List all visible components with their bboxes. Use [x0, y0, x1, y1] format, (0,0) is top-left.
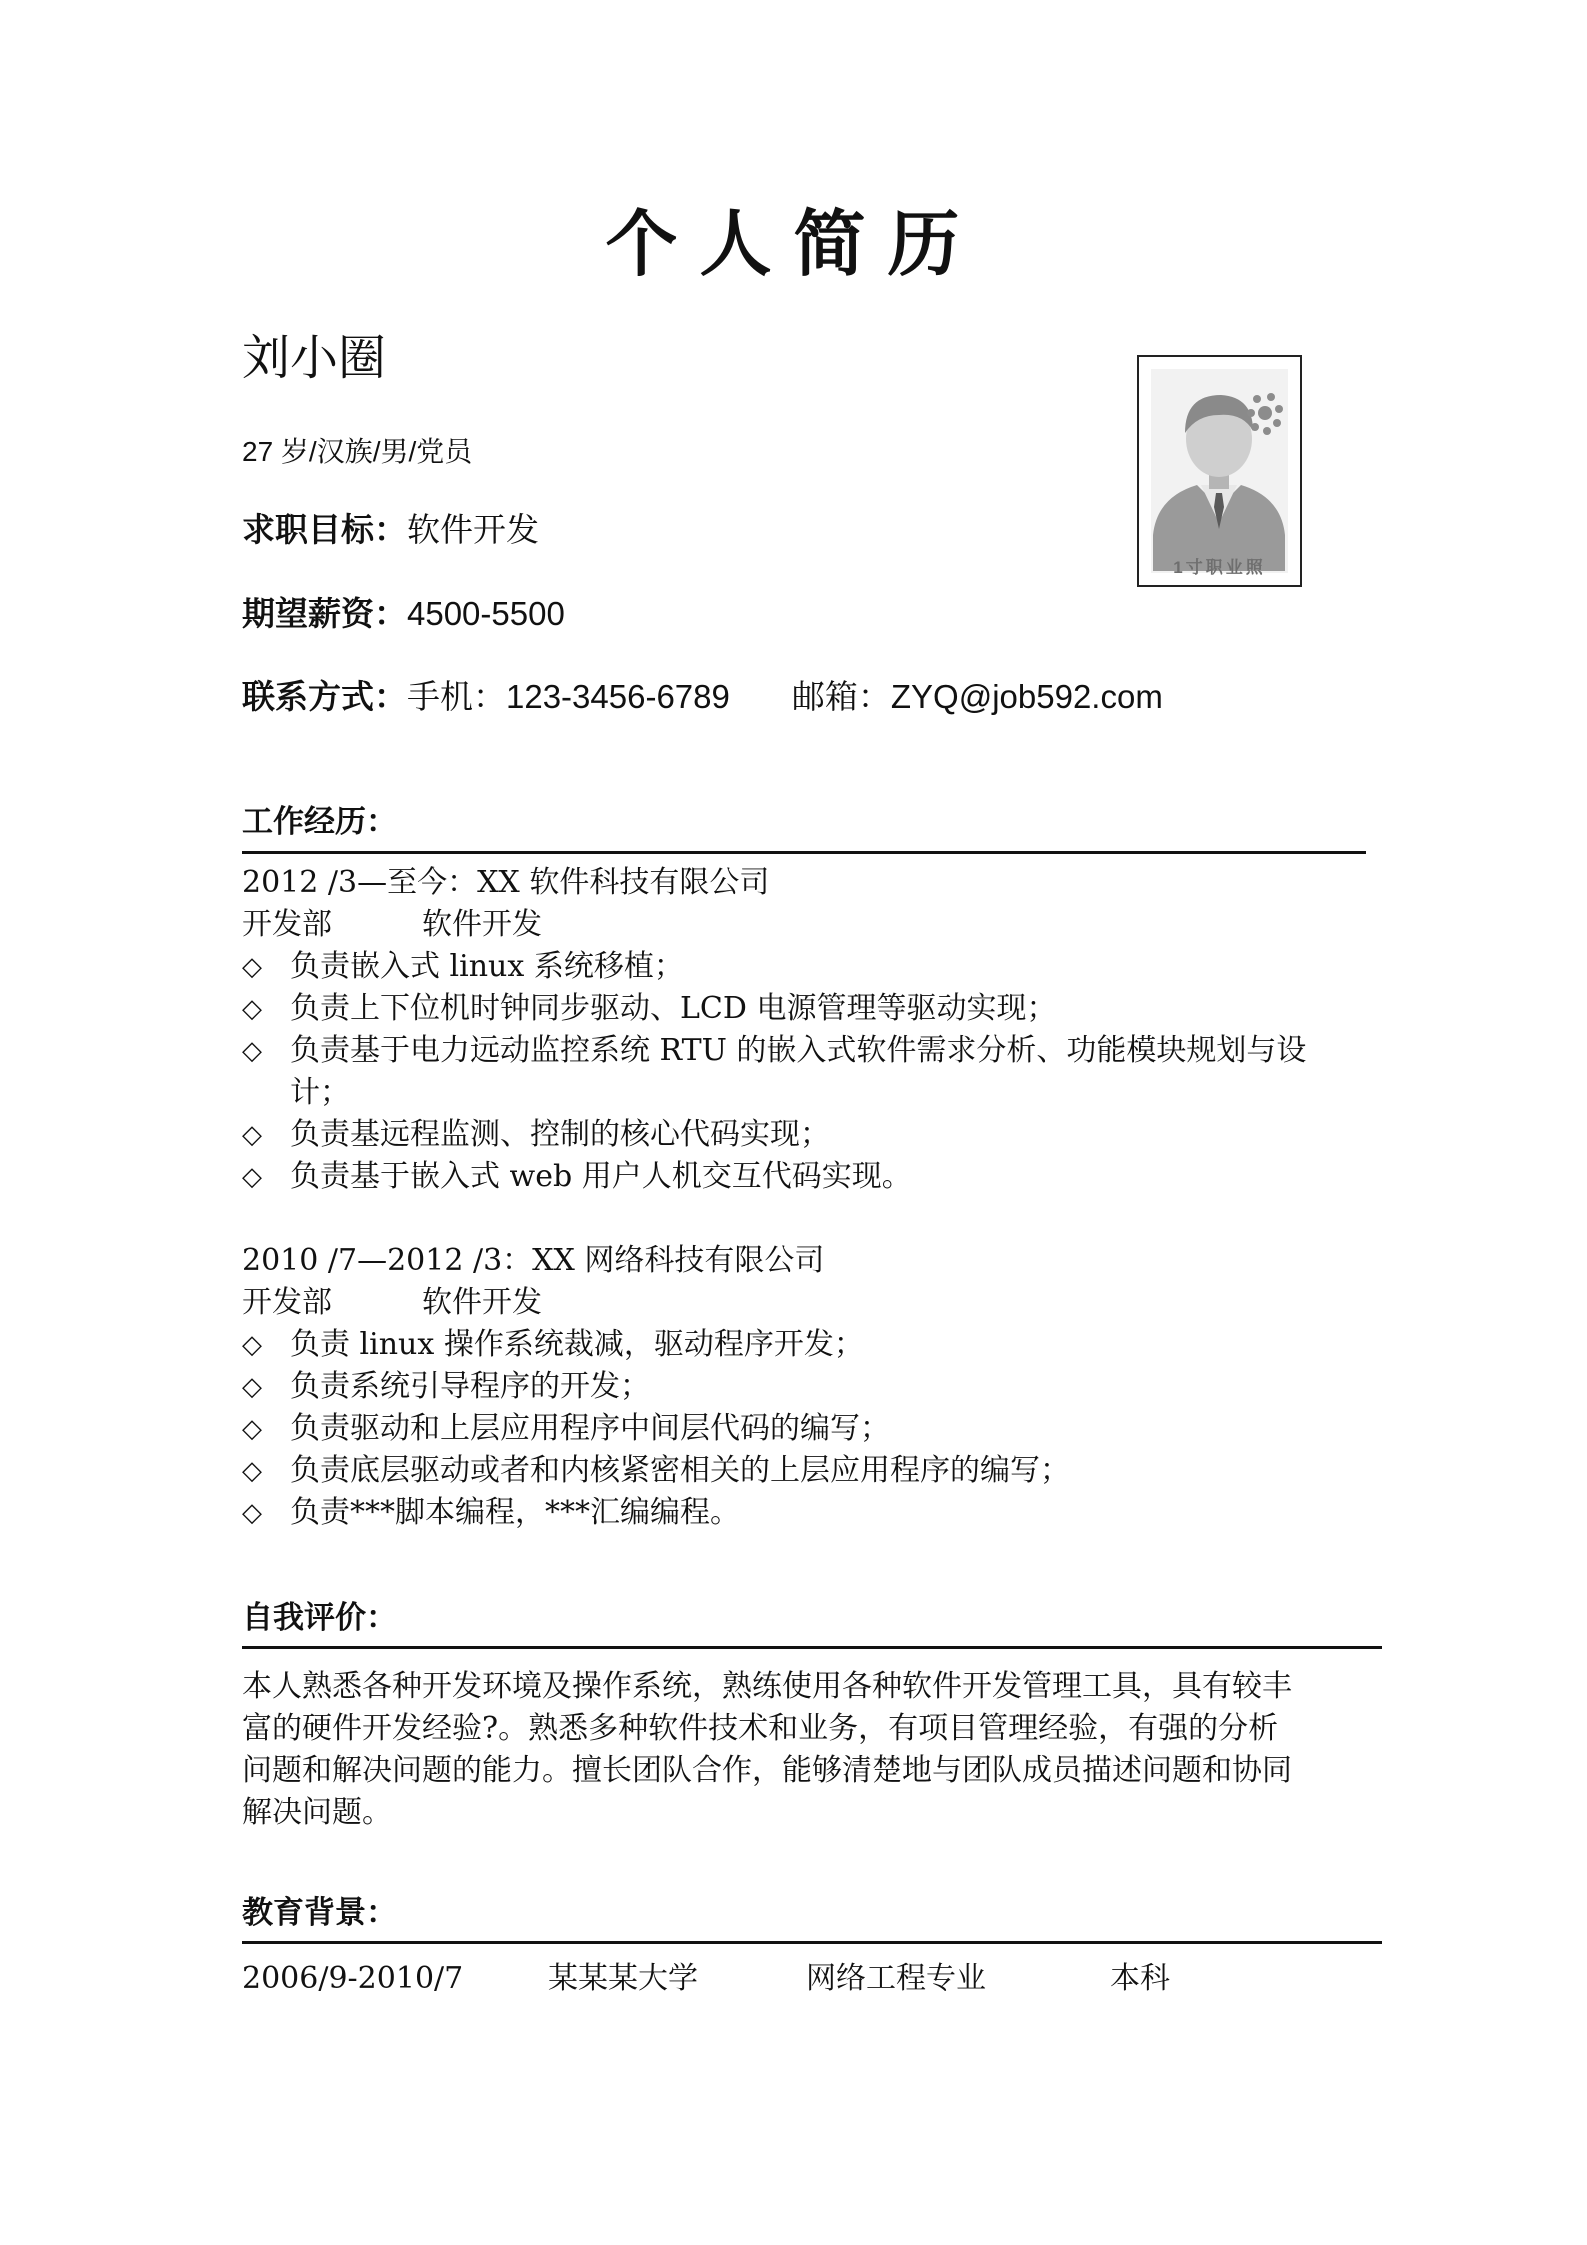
email-address: 邮箱：ZYQ@job592.com — [791, 678, 1163, 715]
job-objective-value: 软件开发 — [407, 511, 539, 548]
diamond-outline-icon: ◇ — [242, 1414, 262, 1444]
diamond-outline-icon: ◇ — [242, 1456, 262, 1486]
duty-item: ◇ 负责驱动和上层应用程序中间层代码的编写； — [242, 1408, 1380, 1450]
diamond-outline-icon: ◇ — [242, 1120, 262, 1150]
job-objective-label: 求职目标： — [242, 511, 407, 548]
candidate-name: 刘小圈 — [242, 332, 387, 385]
diamond-outline-icon: ◇ — [242, 994, 262, 1024]
job-objective-row — [242, 513, 539, 546]
job-period-company: 2012 /3—至今：XX 软件科技有限公司 — [242, 865, 770, 900]
job-department-row — [242, 904, 1380, 946]
diamond-outline-icon: ◇ — [242, 1372, 262, 1402]
job-position: 软件开发 — [422, 1285, 542, 1320]
work-divider — [242, 851, 1366, 854]
education-major: 网络工程专业 — [806, 1961, 986, 1996]
diamond-outline-icon: ◇ — [242, 952, 262, 982]
job-period-company: 2010 /7—2012 /3：XX 网络科技有限公司 — [242, 1243, 825, 1278]
person-silhouette-icon — [1139, 357, 1300, 585]
job-position: 软件开发 — [422, 907, 542, 942]
expected-salary-label: 期望薪资： — [242, 595, 407, 632]
diamond-outline-icon: ◇ — [242, 1498, 262, 1528]
expected-salary-value: 4500-5500 — [407, 595, 565, 632]
phone-number: 手机：123-3456-6789 — [407, 678, 730, 715]
job-department: 开发部 — [242, 1285, 332, 1320]
work-experience-heading: 工作经历： — [242, 804, 397, 839]
duty-item: ◇ 负责底层驱动或者和内核紧密相关的上层应用程序的编写； — [242, 1450, 1380, 1492]
duty-item: ◇ 负责***脚本编程，***汇编编程。 — [242, 1492, 1380, 1534]
photo-caption: 1寸职业照 — [1173, 558, 1266, 577]
duty-item: ◇ 负责基于嵌入式 web 用户人机交互代码实现。 — [242, 1156, 1380, 1198]
self-evaluation-text: 本人熟悉各种开发环境及操作系统，熟练使用各种软件开发管理工具，具有较丰 富的硬件开发经验?。熟悉多种软件技术和业务，有项目管理经验，有强的分析 问题和解决问题的能力。擅长团队合作，能够清楚地与团队成员描述问题和协同 解决问题。 — [242, 1669, 1292, 1830]
education-period: 2006/9-2010/7 — [242, 1961, 464, 1996]
education-degree: 本科 — [1110, 1961, 1170, 1996]
contact-label: 联系方式： — [242, 678, 407, 715]
education-divider — [242, 1941, 1382, 1944]
duty-item: ◇ 负责 linux 操作系统裁减，驱动程序开发； — [242, 1324, 1380, 1366]
expected-salary-row — [242, 597, 565, 630]
page-title: 个人简历 — [605, 201, 982, 286]
diamond-outline-icon: ◇ — [242, 1162, 262, 1192]
contact-row — [242, 680, 1163, 713]
job-entry — [242, 862, 1380, 1198]
duty-item: ◇ 负责上下位机时钟同步驱动、LCD 电源管理等驱动实现； — [242, 988, 1380, 1030]
self-evaluation-divider — [242, 1646, 1382, 1649]
duty-item: ◇ 负责基远程监测、控制的核心代码实现； — [242, 1114, 1380, 1156]
job-entry — [242, 1240, 1380, 1534]
duty-item: ◇ 负责嵌入式 linux 系统移植； — [242, 946, 1380, 988]
duty-item: ◇ 负责系统引导程序的开发； — [242, 1366, 1380, 1408]
self-evaluation-heading: 自我评价： — [242, 1600, 397, 1635]
education-school: 某某某大学 — [548, 1961, 698, 1996]
basic-info: 27 岁/汉族/男/党员 — [242, 436, 473, 467]
job-department-row — [242, 1282, 1380, 1324]
duty-item: ◇ 负责基于电力远动监控系统 RTU 的嵌入式软件需求分析、功能模块规划与设计； — [242, 1030, 1380, 1114]
education-heading: 教育背景： — [242, 1895, 397, 1930]
job-department: 开发部 — [242, 907, 332, 942]
diamond-outline-icon: ◇ — [242, 1036, 262, 1066]
diamond-outline-icon: ◇ — [242, 1330, 262, 1360]
id-photo-placeholder — [1137, 355, 1302, 587]
